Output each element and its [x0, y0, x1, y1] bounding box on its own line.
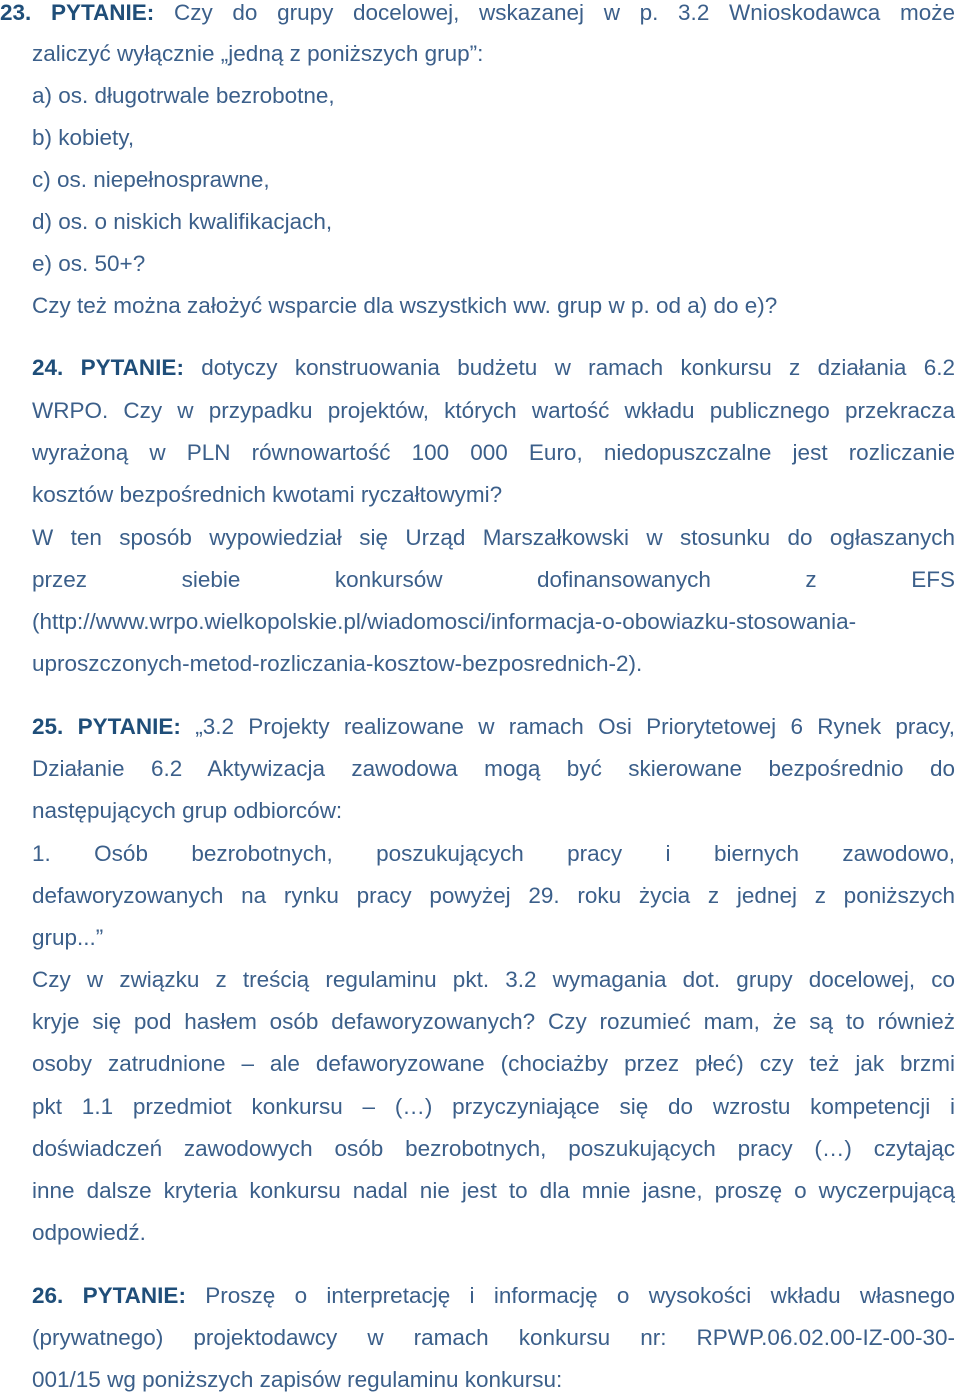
q25-line-6: grup...” — [32, 925, 104, 950]
q23-option-b: b) kobiety, — [32, 125, 135, 150]
q24-label: PYTANIE: — [80, 355, 184, 380]
q25-label: PYTANIE: — [77, 714, 181, 739]
q25-line-3: następujących grup odbiorców: — [32, 798, 343, 823]
q26-number: 26. — [32, 1283, 64, 1308]
q26-line-2: (prywatnego) projektodawcy w ramach konkursu nr: RPWP.06.02.00-IZ-00-30- — [32, 1325, 955, 1350]
q25-line-11: doświadczeń zawodowych osób bezrobotnych, poszukujących pracy (…) czytając — [32, 1136, 955, 1161]
q25-line-7: Czy w związku z treścią regulaminu pkt. 3.2 wymagania dot. grupy docelowej, co — [32, 967, 955, 992]
q25-line-13: odpowiedź. — [32, 1220, 146, 1245]
q24-url-line-1: (http://www.wrpo.wielkopolskie.pl/wiadomosci/informacja-o-obowiazku-stosowania- — [32, 609, 857, 634]
q25-line-1 — [32, 714, 955, 740]
q25-line-5: defaworyzowanych na rynku pracy powyżej 29. roku życia z jednej z poniższych — [32, 883, 955, 908]
q24-line-2: WRPO. Czy w przypadku projektów, których wartość wkładu publicznego przekracza — [32, 398, 955, 423]
q23-option-d: d) os. o niskich kwalifikacjach, — [32, 209, 333, 234]
q23-label: PYTANIE: — [50, 0, 155, 25]
q25-line-8: kryje się pod hasłem osób defaworyzowanych? Czy rozumieć mam, że są to również — [32, 1009, 955, 1034]
q26-text-1: Proszę o interpretację i informację o wysokości wkładu własnego — [205, 1283, 955, 1308]
q24-url-line-2: uproszczonych-metod-rozliczania-kosztow-bezposrednich-2). — [32, 651, 643, 676]
q23-closing: Czy też można założyć wsparcie dla wszystkich ww. grup w p. od a) do e)? — [32, 293, 778, 318]
q25-line-4: 1. Osób bezrobotnych, poszukujących pracy i biernych zawodowo, — [32, 841, 955, 866]
q23-option-c: c) os. niepełnosprawne, — [32, 167, 270, 192]
q25-line-10: pkt 1.1 przedmiot konkursu – (…) przyczyniające się do wzrostu kompetencji i — [32, 1094, 955, 1119]
q23-line-2: zaliczyć wyłącznie „jedną z poniższych grup”: — [32, 41, 484, 66]
q26-label: PYTANIE: — [82, 1283, 186, 1308]
q24-line-1 — [32, 355, 955, 381]
q25-line-2: Działanie 6.2 Aktywizacja zawodowa mogą być skierowane bezpośrednio do — [32, 756, 955, 781]
q26-line-3: 001/15 wg poniższych zapisów regulaminu konkursu: — [32, 1367, 563, 1392]
q26-line-1 — [32, 1283, 955, 1309]
q25-number: 25. — [32, 714, 64, 739]
q25-text-1: „3.2 Projekty realizowane w ramach Osi Priorytetowej 6 Rynek pracy, — [195, 714, 955, 739]
q23-option-e: e) os. 50+? — [32, 251, 146, 276]
q24-text-1: dotyczy konstruowania budżetu w ramach konkursu z działania 6.2 — [201, 355, 955, 380]
q24-line-3: wyrażoną w PLN równowartość 100 000 Euro, niedopuszczalne jest rozliczanie — [32, 440, 955, 465]
q23-number: 23. — [0, 0, 32, 25]
q25-line-12: inne dalsze kryteria konkursu nadal nie jest to dla mnie jasne, proszę o wyczerpującą — [32, 1178, 955, 1203]
q24-line-6: przez siebie konkursów dofinansowanych z EFS — [32, 567, 955, 592]
q23-option-a: a) os. długotrwale bezrobotne, — [32, 83, 335, 108]
q23-line-1 — [0, 0, 955, 26]
q23-text-1: Czy do grupy docelowej, wskazanej w p. 3.2 Wnioskodawca może — [173, 0, 955, 25]
q24-line-5: W ten sposób wypowiedział się Urząd Marszałkowski w stosunku do ogłaszanych — [32, 525, 955, 550]
q24-number: 24. — [32, 355, 64, 380]
q24-line-4: kosztów bezpośrednich kwotami ryczałtowymi? — [32, 482, 503, 507]
q25-line-9: osoby zatrudnione – ale defaworyzowane (chociażby przez płeć) czy też jak brzmi — [32, 1051, 955, 1076]
